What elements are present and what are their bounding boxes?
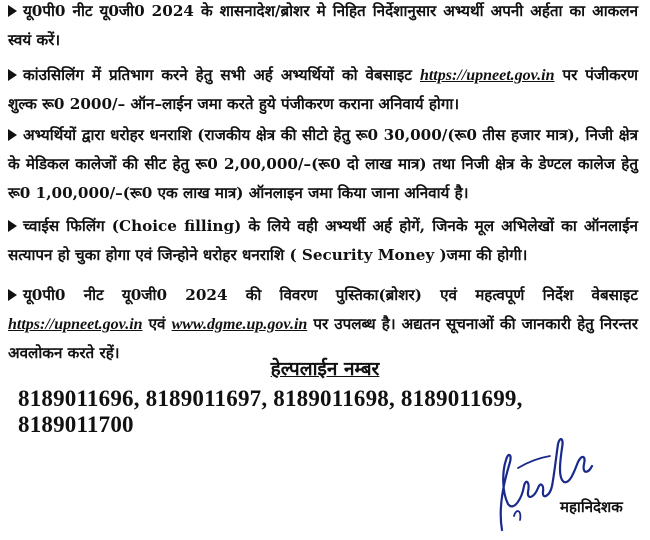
- point-2-text-before: कांउसिलिंग में प्रतिभाग करने हेतु सभी अर्ह अभ्यर्थियों को वेबसाइट: [23, 66, 420, 84]
- notice-point-1: [8, 0, 638, 55]
- point-5-text-middle: एवं: [142, 315, 172, 333]
- notice-point-2: [8, 61, 638, 119]
- notice-point-3: [8, 121, 638, 208]
- arrow-bullet-icon: [8, 129, 17, 141]
- point-3-text: अभ्यर्थियों द्वारा धरोहर धनराशि (राजकीय क्षेत्र की सीटो हेतु रू0 30,000/(रू0 तीस हजार मात्र), निजी क्षेत्र के मेडिकल कालेजों की सीट हेतु रू0 2,00,000/–(रू0 दो लाख मात्र) तथा निजी क्षेत्र के डेण्टल कालेज हेतु रू0 1,00,000/–(रू0 एक लाख मात्र) ऑनलाइन जमा किया जाना अनिवार्य है।: [8, 126, 638, 202]
- point-5-text-after: पर उपलब्ध है। अद्यतन सूचनाओं की जानकारी हेतु निरन्तर अवलोकन करते रहें।: [8, 315, 638, 362]
- point-2-text-after: पर पंजीकरण शुल्क रू0 2000/– ऑन–लाईन जमा करते हुये पंजीकरण कराना अनिवार्य होगा।: [8, 66, 638, 113]
- upneet-link[interactable]: https://upneet.gov.in: [8, 316, 143, 333]
- dgme-link[interactable]: www.dgme.up.gov.in: [171, 316, 308, 333]
- arrow-bullet-icon: [8, 5, 17, 17]
- arrow-bullet-icon: [8, 289, 17, 301]
- helpline-numbers: 8189011696, 8189011697, 8189011698, 8189011699, 8189011700: [18, 386, 523, 437]
- point-4-text: च्वाईस फिलिंग (Choice filling) के लिये वही अभ्यर्थी अर्ह होगें, जिनके मूल अभिलेखों का ऑनलाईन सत्यापन हो चुका होगा एवं जिन्होने धरोहर धनराशि ( Security Money )जमा की होगी।: [8, 217, 638, 264]
- helpline-title: हेल्पलाईन नम्बर: [270, 358, 380, 380]
- upneet-link[interactable]: https://upneet.gov.in: [419, 67, 555, 84]
- point-5-text-before: यू0पी0 नीट यू0जी0 2024 की विवरण पुस्तिका(ब्रोशर) एवं महत्वपूर्ण निर्देश वेबसाइट: [23, 286, 638, 304]
- designation-label: महानिदेशक: [560, 498, 623, 516]
- notice-point-4: [8, 212, 638, 270]
- arrow-bullet-icon: [8, 220, 17, 232]
- arrow-bullet-icon: [8, 69, 17, 81]
- point-1-text: यू0पी0 नीट यू0जी0 2024 के शासनादेश/ब्रोशर मे निहित निर्देशानुसार अभ्यर्थी अपनी अर्हता का आकलन स्वयं करें।: [8, 2, 638, 49]
